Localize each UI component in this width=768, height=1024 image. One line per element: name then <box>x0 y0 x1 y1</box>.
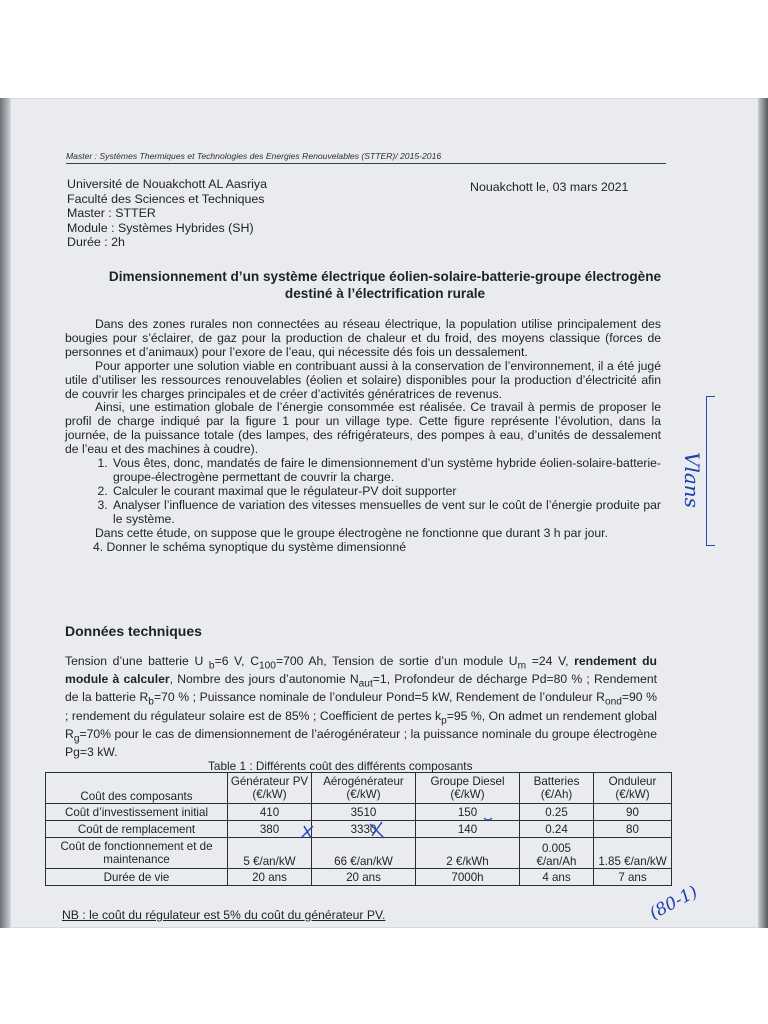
document-header: Master : Systèmes Thermiques et Technologies des Energies Renouvelables (STTER)/ 2015-2016 <box>66 151 666 164</box>
tech-text: , Nombre des jours d’autonomie N <box>169 672 359 687</box>
tech-text: =70 % ; Puissance nominale de l’onduleur Pond=5 kW, Rendement de l’onduleur R <box>153 690 605 705</box>
tech-text: =24 V, <box>526 654 575 668</box>
table-cell: 80 <box>594 821 672 838</box>
pen-mark <box>301 826 313 838</box>
table-cell: Coût de fonctionnement et de maintenance <box>46 838 228 869</box>
header-cell: Groupe Diesel (€/kW) <box>416 773 520 804</box>
table-cell: 90 <box>594 804 672 821</box>
table-cell: 150 <box>416 804 520 821</box>
table-cell: 20 ans <box>312 869 416 886</box>
paragraph: Dans cette étude, on suppose que le groupe électrogène ne fonctionne que durant 3 h par jour. <box>95 525 608 540</box>
question-item: 2. Calculer le courant maximal que le régulateur-PV doit supporter <box>111 485 661 499</box>
info-line: Durée : 2h <box>67 235 125 250</box>
question-item: 3. Analyser l’influence de variation des vitesses mensuelles de vent sur le coût de l’énergie produite par le système. <box>111 499 661 527</box>
tech-subscript: b <box>148 696 154 708</box>
paragraph: Pour apporter une solution viable en contribuant aussi à la conservation de l’environnement, il a été jugé utile d’utiliser les ressources renouvelables (éolien et solaire) disponibles pour la production d’électricité afin de couvrir les charges principales et de créer d’activités génératrices de revenus. <box>65 358 661 401</box>
table-cell: Coût d’investissement initial <box>46 804 228 821</box>
question-item: 4. Donner le schéma synoptique du système dimensionné <box>93 539 406 554</box>
tech-text: =1, Profondeur de décharge Pd=80 % ; Rendement de la batterie R <box>65 672 657 705</box>
table-cell: 0.005 €/an/Ah <box>520 838 594 869</box>
tech-subscript: g <box>73 733 80 745</box>
info-line: Master : STTER <box>67 206 156 221</box>
pen-mark <box>370 822 384 838</box>
document-title: Dimensionnement d’un système électrique éolien-solaire-batterie-groupe électrogène destiné à l’électrification rurale <box>108 269 662 301</box>
table-cell: 66 €/an/kW <box>312 838 416 869</box>
footnote: NB : le coût du régulateur est 5% du coût du générateur PV. <box>62 908 386 922</box>
table-cell: 20 ans <box>228 869 312 886</box>
tech-text: =700 Ah, Tension de sortie d’un module U <box>275 654 518 668</box>
tech-subscript: 100 <box>259 660 276 672</box>
header-cell: Générateur PV (€/kW) <box>228 773 312 804</box>
tech-text: Tension d’une batterie U <box>65 654 209 668</box>
paragraph: Dans des zones rurales non connectées au réseau électrique, la population utilise principalement des bougies pour s’éclairer, de gaz pour la production de chaleur et du froid, des moyens classique (forces de personnes et d’animaux) pour l’exore de l’eau, qui nécessite dés fois un dessalement. <box>65 317 661 359</box>
header-cell: Aérogénérateur (€/kW) <box>312 773 416 804</box>
table-cell: Coût de remplacement <box>46 821 228 838</box>
table-cell: 0.24 <box>520 821 594 838</box>
header-cell: Coût des composants <box>46 773 228 804</box>
info-line: Faculté des Sciences et Techniques <box>67 191 265 206</box>
tech-subscript: ond <box>604 696 622 708</box>
header-cell: Onduleur (€/kW) <box>594 773 672 804</box>
tech-subscript: aut <box>358 678 373 690</box>
table-cell: 7000h <box>416 869 520 886</box>
tech-text: =90 % ; rendement du régulateur solaire est de 85% ; Coefficient de pertes k <box>65 690 657 723</box>
table-cell: Durée de vie <box>46 869 228 886</box>
info-line: Module : Systèmes Hybrides (SH) <box>67 220 254 235</box>
tech-text: =70% pour le cas de dimensionnement de l’aérogénérateur ; la puissance nominale du groupe électrogène Pg=3 kW. <box>65 726 657 760</box>
section-title: Données techniques <box>65 623 202 639</box>
table-cell: 7 ans <box>594 869 672 886</box>
table-cell: 140 <box>416 821 520 838</box>
tech-bold-text: rendement du module à calculer <box>65 654 657 687</box>
table-cell: 5 €/an/kW <box>228 838 312 869</box>
document-date: Nouakchott le, 03 mars 2021 <box>470 180 629 194</box>
table-cell: 380 <box>228 821 312 838</box>
info-line: Université de Nouakchott AL Aasriya <box>67 177 267 191</box>
tech-subscript: m <box>517 660 527 672</box>
table-cell: 410 <box>228 804 312 821</box>
paragraph: Ainsi, une estimation globale de l’énergie consommée est réalisée. Ce travail à permis de proposer le profil de charge indiqué par la figure 1 pour un village type. Cette figure représente l’évolution, dans la journée, de la puissance totale (des lampes, des réfrigérateurs, des pompes à eau, d’unités de dessalement de l’eau et des machines à coudre). <box>65 400 661 457</box>
pen-mark <box>484 818 492 820</box>
tech-subscript: p <box>441 715 447 727</box>
bottom-handwriting: (80-1) <box>646 882 702 924</box>
table-cell: 4 ans <box>520 869 594 886</box>
table-cell: 0.25 <box>520 804 594 821</box>
tech-subscript: b <box>208 660 215 672</box>
table-cell: 1.85 €/an/kW <box>594 838 672 869</box>
tech-text: =6 V, C <box>214 654 259 668</box>
margin-handwriting: Vlans <box>680 452 704 508</box>
question-item: 1. Vous êtes, donc, mandatés de faire le dimensionnement d’un système hybride éolien-solaire-batterie-groupe-électrogène permettant de couvrir la charge. <box>111 457 661 485</box>
table-cell: 3510 <box>312 804 416 821</box>
tech-text: =95 %, On admet un rendement global R <box>65 708 657 741</box>
table-caption: Table 1 : Différents coût des différents composants <box>208 759 473 773</box>
table-cell: 2 €/kWh <box>416 838 520 869</box>
header-cell: Batteries (€/Ah) <box>520 773 594 804</box>
table-cell: 3330 <box>312 821 416 838</box>
